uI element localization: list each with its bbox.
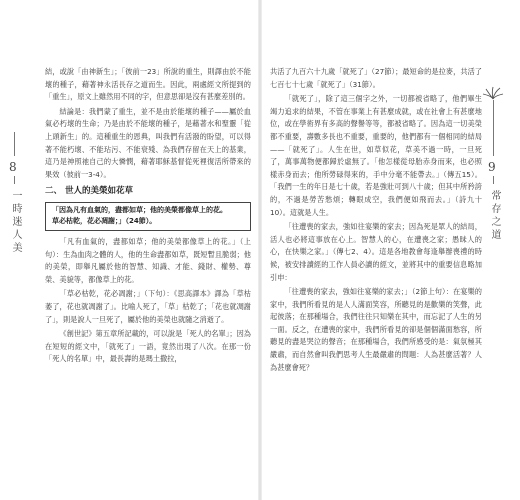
page-number: 9 xyxy=(488,160,496,174)
scripture-box xyxy=(45,202,251,231)
running-title: 一時迷人美 xyxy=(10,190,21,255)
scripture-line: 「因為凡有血氣的，盡都如草；他的美榮都像草上的花。 xyxy=(52,205,227,214)
left-body-text xyxy=(45,66,251,368)
scripture-line: 草必枯乾，花必凋謝；」（24節）。 xyxy=(52,217,157,226)
paragraph: 「往遭喪的家去，強如往宴樂的家去；」（2節上句）：在宴樂的家中，我們所看見的是人人滿面笑容，所聽見的是歡樂的笑聲，此起彼落；在那種場合，我們往往只知樂在其中，而忘記了人生的另一面。反之，在遭喪的家中，我們所看見的卻是個個滿面愁容，所聽見的盡是哭泣的聲音；在那種場合，我們所感受的是：氣氛極其嚴肅，而自然會叫我們思考人生最嚴肅的問題：人為甚麼活著？人為甚麼會死？ xyxy=(270,287,482,372)
leaf-ornament-icon xyxy=(482,86,504,100)
paragraph: 共活了九百六十九歲「就死了」（27節）；最短命的是拉麥，共活了七百七十七歲「就死了」（31節）。 xyxy=(270,67,482,89)
left-page xyxy=(0,0,258,500)
side-rule xyxy=(14,132,15,156)
side-rule xyxy=(14,176,15,184)
section-heading xyxy=(45,185,251,198)
page-number: 8 xyxy=(9,160,17,174)
paragraph: 《創世記》第五章所記載的，可以說是「死人的名單」；因為在短短的經文中，「就死了」一語，竟然出現了八次。在那一份「死人的名單」中，最長壽的是瑪土撒拉， xyxy=(45,329,251,364)
paragraph: 「草必枯乾，花必凋謝；」（下句）：《思高譯本》譯為「草枯萎了，花也就凋謝了」。比喻人死了，「草」枯乾了；「花也就凋謝了」，則是說人一旦死了，屬於他的美榮也就隨之消逝了。 xyxy=(45,289,251,324)
right-body-text xyxy=(270,66,482,376)
paragraph: 「往遭喪的家去，強如往宴樂的家去；因為死是眾人的結局，活人也必將這事放在心上。智慧人的心，在遭喪之家；愚昧人的心，在快樂之家。」（傳七2、4）。這是各地教會每逢舉辦喪禮的時候，被安排讀經的工作人員必讀的經文，並將其中的重要信息略加引申： xyxy=(270,222,482,282)
running-title: 常存之道 xyxy=(489,190,500,242)
paragraph: 「就死了」，除了這三個字之外，一切都被省略了，他們畢生竭力追求的結果，不管在事業上有甚麼成就，或在社會上有甚麼地位，或在學術界有多高的聲譽等等，都被省略了。因為這一切美榮都不重要，壽數多長也不重要，重要的，他們都有一個相同的結局——「就死了」。人生在世，如草似花，草美不過一時，一旦死了，萬事萬物便都歸於虛無了。「他怎樣從母胎赤身而來，也必照樣赤身而去；他所勞碌得來的，手中分毫不能帶去。」（傳五15）。「我們一生的年日是七十歲，若是強壯可到八十歲；但其中所矜誇的，不過是勞苦愁煩；轉眼成空，我們便如飛而去。」（詩九十10）。這就是人生。 xyxy=(270,94,482,217)
section-title: 世人的美榮如花草 xyxy=(65,186,134,197)
paragraph: 「凡有血氣的，盡都如草；他的美榮都像草上的花。」（上句）：生為血肉之體的人，他的生命盡都如草，既短暫且脆弱；他的美榮，即舉凡屬於他的智慧、知識、才能、錢財、權勢、尊榮、美貌等，都像草上的花。 xyxy=(45,236,251,284)
paragraph: 結，或說「由神新生」；「彼前一23」所說的重生，則譯由於不能壞的種子，藉著神永活長存之道而生。因此，兩處經文所提到的「重生」，原文上雖然用不同的字，但意思卻是沒有甚麼差別的。 xyxy=(45,67,251,102)
paragraph: 結論是：我們蒙了重生，並不是由於能壞的種子——屬於血氣必朽壞的生命；乃是由於不能壞的種子，是藉著水和聖靈「從上頭新生」的。這種重生的恩典，叫我們有活潑的盼望，可以得著不能朽壞、不能玷污、不能衰殘、為我們存留在天上的基業，這乃是神照祂自己的大憐憫，藉著耶穌基督從死裡復活所帶來的果效（彼前一3-4）。 xyxy=(45,106,251,179)
side-rule xyxy=(493,100,494,156)
section-number: 二、 xyxy=(45,186,63,197)
right-page xyxy=(262,0,520,500)
side-rule xyxy=(493,176,494,184)
